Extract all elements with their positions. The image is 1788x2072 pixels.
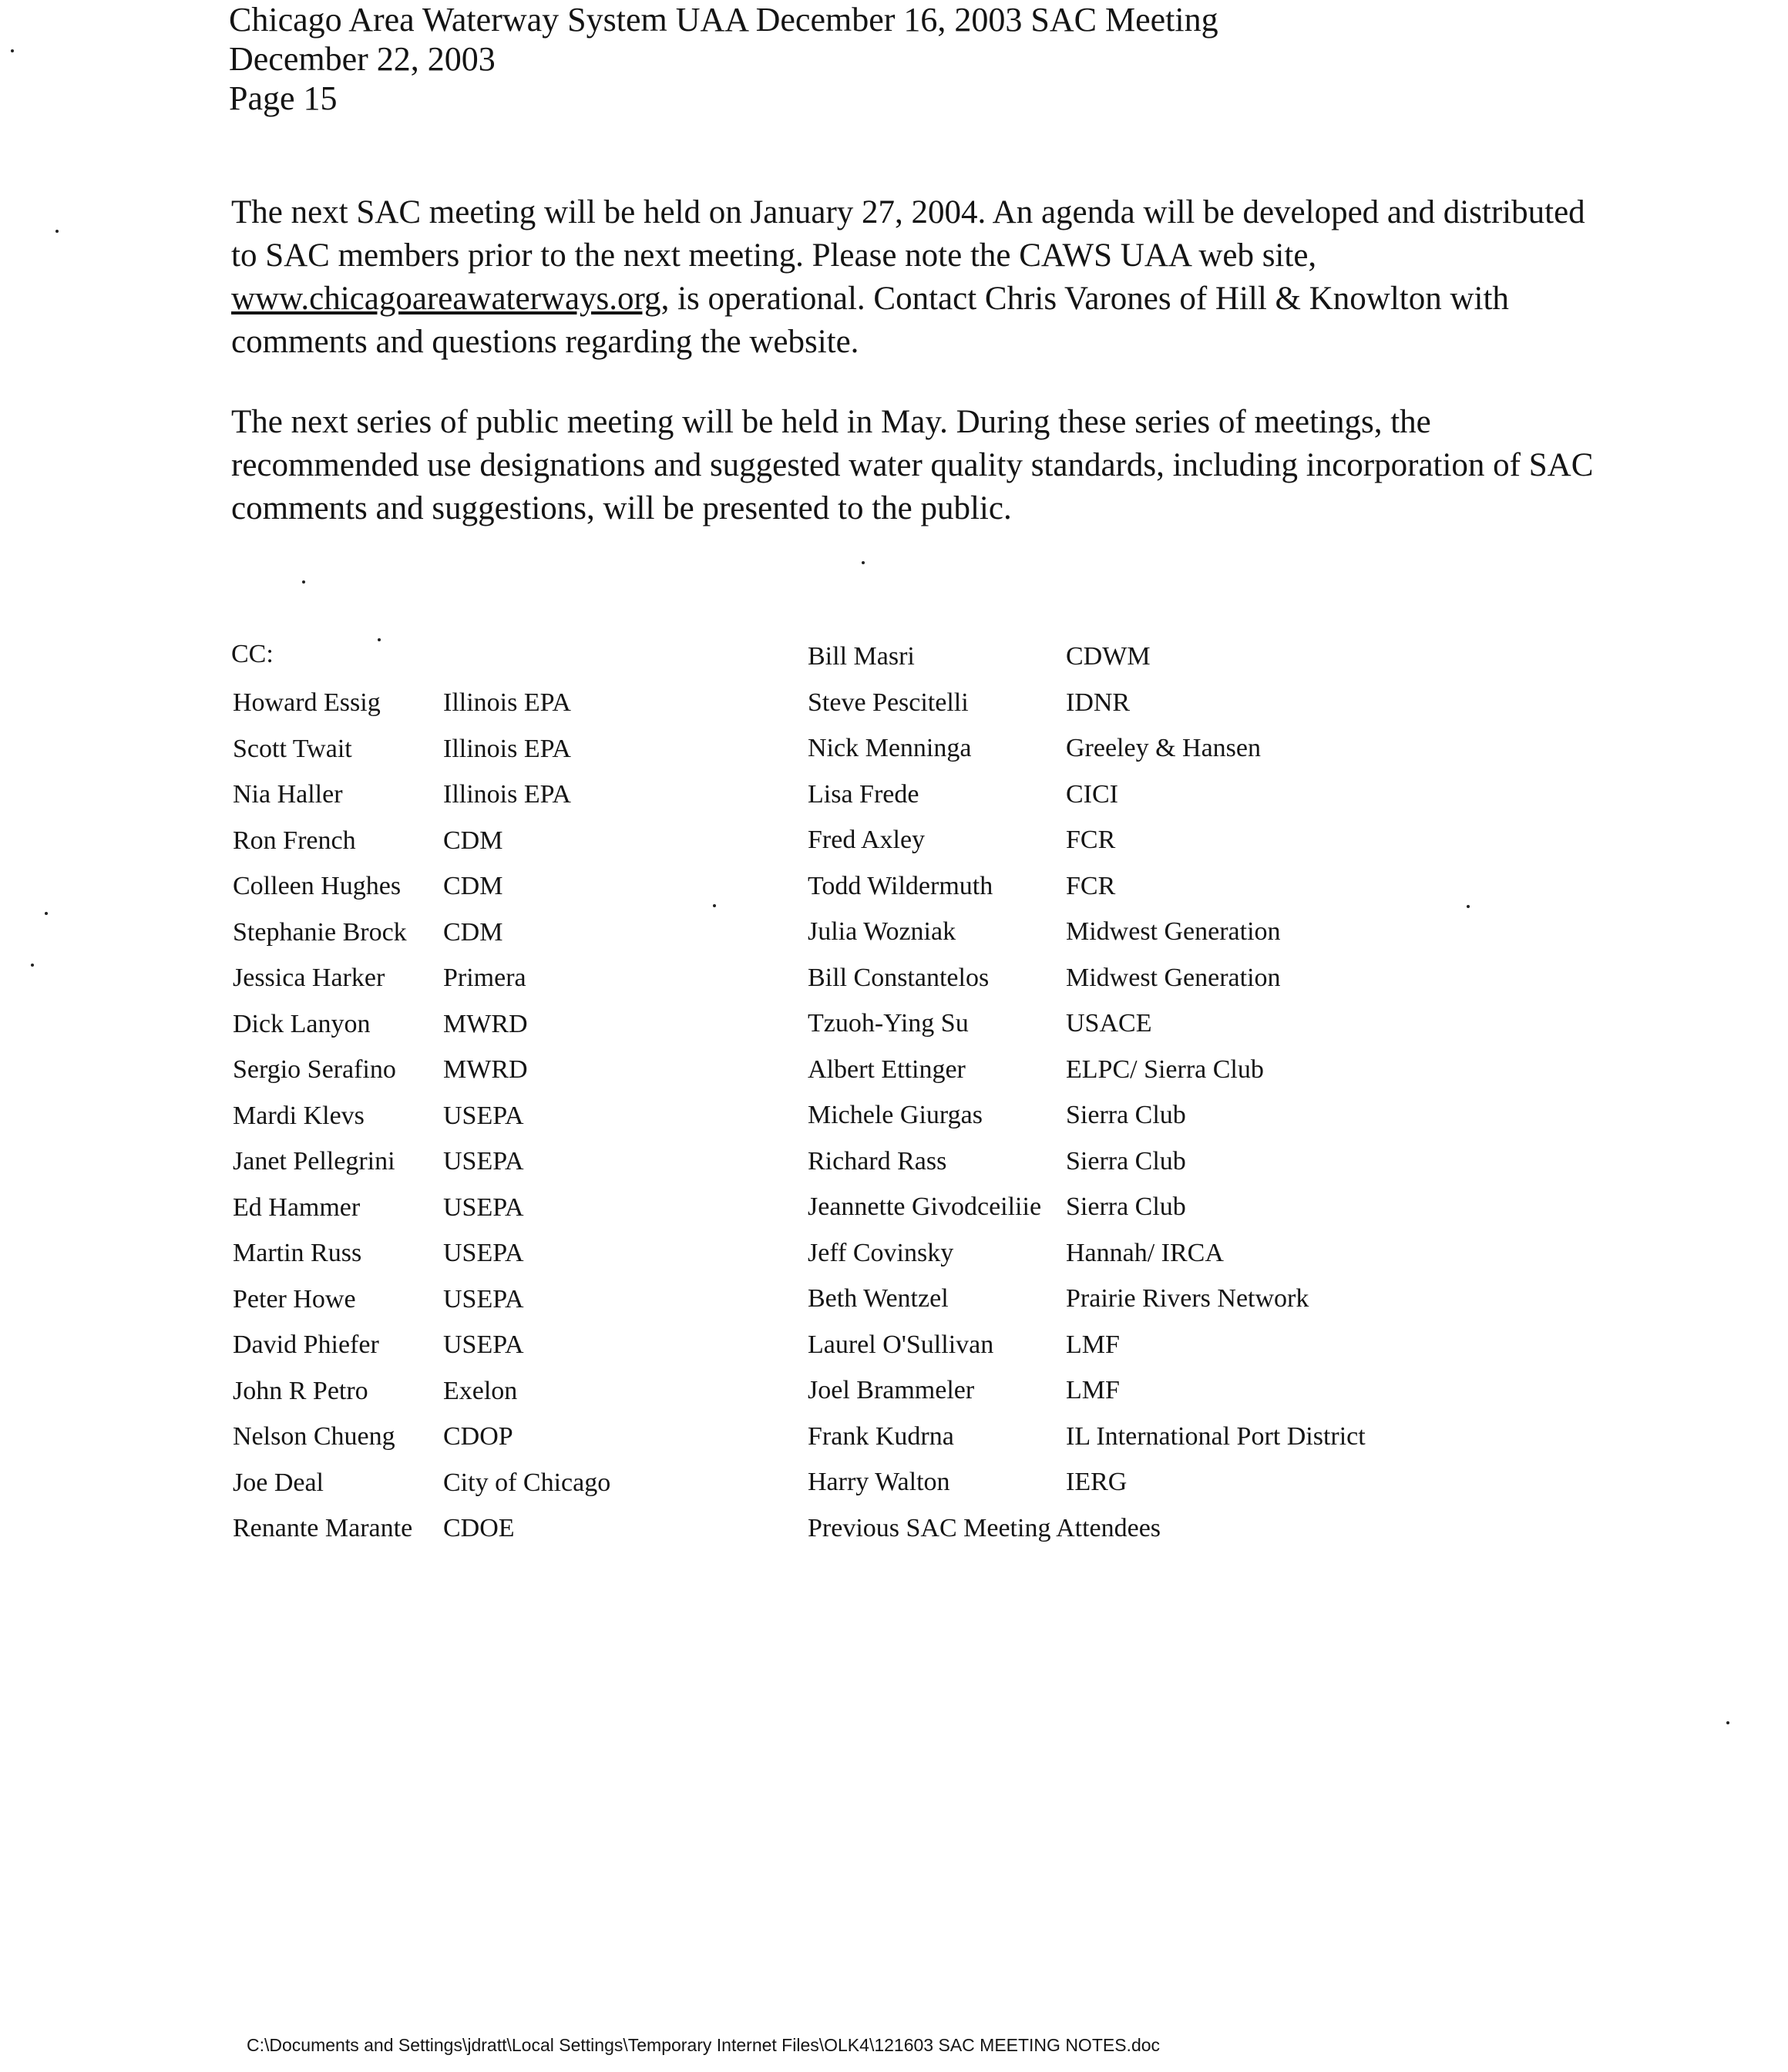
cc-name: Janet Pellegrini — [233, 1147, 395, 1176]
cc-organization: CDM — [443, 872, 503, 900]
cc-name: Ed Hammer — [233, 1192, 361, 1222]
cc-name: Howard Essig — [233, 688, 381, 717]
paragraph-text: , is operational. Contact Chris Varones of Hill & Knowlton with comments and questions regarding the website. — [231, 281, 1509, 360]
cc-organization: Greeley & Hansen — [1066, 734, 1262, 762]
cc-organization: ELPC/ Sierra Club — [1066, 1054, 1264, 1084]
cc-organization: USEPA — [443, 1239, 524, 1267]
cc-name: Frank Kudrna — [808, 1421, 954, 1451]
cc-name: Colleen Hughes — [233, 872, 402, 900]
cc-name: Bill Masri — [808, 642, 915, 671]
page-header — [229, 0, 1218, 118]
cc-name: Sergio Serafino — [233, 1055, 396, 1084]
document-title: Chicago Area Waterway System UAA December 16, 2003 SAC Meeting — [229, 1, 1218, 39]
cc-organization: Sierra Club — [1066, 1192, 1186, 1221]
cc-name: Tzuoh-Ying Su — [808, 1009, 969, 1038]
cc-name: David Phiefer — [233, 1330, 379, 1359]
cc-organization: CDM — [443, 826, 503, 855]
cc-name: John R Petro — [233, 1376, 368, 1405]
cc-organization: IDNR — [1066, 688, 1131, 717]
cc-name: Lisa Frede — [808, 779, 919, 809]
cc-organization: USEPA — [443, 1192, 524, 1222]
cc-organization: Illinois EPA — [443, 734, 571, 763]
cc-name: Harry Walton — [808, 1468, 950, 1496]
cc-name: Todd Wildermuth — [808, 871, 993, 900]
cc-organization: Illinois EPA — [443, 780, 571, 809]
cc-name: Previous SAC Meeting Attendees — [808, 1513, 1161, 1542]
cc-organization: Exelon — [443, 1376, 518, 1405]
cc-name: Renante Marante — [233, 1514, 413, 1542]
cc-name: Nick Menninga — [808, 734, 972, 762]
cc-name: Jeff Covinsky — [808, 1238, 954, 1267]
cc-organization: Sierra Club — [1066, 1101, 1186, 1129]
cc-name: Albert Ettinger — [808, 1054, 966, 1084]
cc-organization: City of Chicago — [443, 1468, 611, 1497]
cc-organization: CICI — [1066, 779, 1118, 809]
cc-organization: USEPA — [443, 1284, 524, 1314]
cc-organization: Prairie Rivers Network — [1066, 1284, 1309, 1313]
cc-organization: USACE — [1066, 1009, 1152, 1038]
cc-organization: MWRD — [443, 1055, 528, 1084]
file-path-footer: C:\Documents and Settings\jdratt\Local Settings\Temporary Internet Files\OLK4\121603 SAC MEETING NOTES.doc — [247, 2035, 1161, 2055]
cc-organization: LMF — [1066, 1376, 1120, 1404]
scan-speck — [1726, 1721, 1729, 1724]
cc-name: Martin Russ — [233, 1239, 362, 1267]
cc-name: Steve Pescitelli — [808, 688, 969, 717]
cc-name: Scott Twait — [233, 734, 352, 763]
cc-name: Jeannette Givodceiliie — [808, 1192, 1042, 1221]
cc-organization: CDOP — [443, 1422, 513, 1451]
cc-organization: USEPA — [443, 1101, 524, 1130]
cc-organization: Sierra Club — [1066, 1146, 1186, 1176]
scan-speck — [31, 964, 34, 967]
scan-speck — [11, 49, 14, 52]
scan-speck — [1467, 905, 1470, 908]
scan-speck — [378, 638, 381, 641]
cc-name: Mardi Klevs — [233, 1101, 365, 1130]
cc-name: Nia Haller — [233, 780, 343, 809]
scan-speck — [713, 904, 716, 907]
cc-name: Nelson Chueng — [233, 1422, 395, 1451]
cc-organization: IL International Port District — [1066, 1421, 1366, 1451]
next-meeting-paragraph — [231, 191, 1618, 364]
cc-name: Beth Wentzel — [808, 1284, 949, 1313]
public-meeting-paragraph: The next series of public meeting will be held in May. During these series of meetings, the recommended use designations and suggested water quality standards, including incorporation of SAC comments and suggestions, will be presented to the public. — [231, 404, 1594, 526]
scan-speck — [45, 912, 48, 915]
cc-name: Joe Deal — [233, 1468, 324, 1497]
cc-organization: USEPA — [443, 1330, 524, 1359]
scan-speck — [862, 561, 865, 564]
cc-organization: LMF — [1066, 1330, 1120, 1359]
cc-name: Richard Rass — [808, 1146, 947, 1176]
cc-name: Stephanie Brock — [233, 917, 407, 947]
cc-organization: FCR — [1066, 871, 1116, 900]
cc-name: Fred Axley — [808, 826, 926, 854]
cc-name: Michele Giurgas — [808, 1101, 983, 1129]
cc-organization: CDM — [443, 917, 503, 947]
cc-organization: CDOE — [443, 1514, 515, 1542]
cc-name: Ron French — [233, 826, 356, 855]
cc-name: Joel Brammeler — [808, 1376, 975, 1404]
cc-organization: Primera — [443, 964, 526, 992]
cc-name: Laurel O'Sullivan — [808, 1330, 994, 1359]
cc-organization: USEPA — [443, 1147, 524, 1176]
website-link[interactable]: www.chicagoareawaterways.org — [231, 281, 661, 317]
cc-organization: IERG — [1066, 1468, 1128, 1496]
cc-label: CC: — [231, 640, 274, 668]
cc-name: Dick Lanyon — [233, 1009, 371, 1038]
cc-organization: CDWM — [1066, 642, 1151, 671]
cc-organization: MWRD — [443, 1009, 528, 1038]
cc-name: Jessica Harker — [233, 964, 385, 992]
cc-organization: Midwest Generation — [1066, 917, 1281, 946]
cc-organization: Illinois EPA — [443, 688, 571, 717]
paragraph-text: The next SAC meeting will be held on January 27, 2004. An agenda will be developed and distributed to SAC members prior to the next meeting. Please note the CAWS UAA web site, — [231, 194, 1585, 274]
cc-name: Bill Constantelos — [808, 963, 990, 992]
cc-name: Peter Howe — [233, 1284, 356, 1314]
scan-speck — [302, 580, 305, 584]
cc-organization: Midwest Generation — [1066, 963, 1281, 992]
page-number: Page 15 — [229, 79, 338, 117]
scan-speck — [55, 230, 59, 233]
cc-name: Julia Wozniak — [808, 917, 956, 946]
document-date: December 22, 2003 — [229, 40, 496, 78]
cc-organization: FCR — [1066, 826, 1116, 854]
cc-organization: Hannah/ IRCA — [1066, 1238, 1224, 1267]
